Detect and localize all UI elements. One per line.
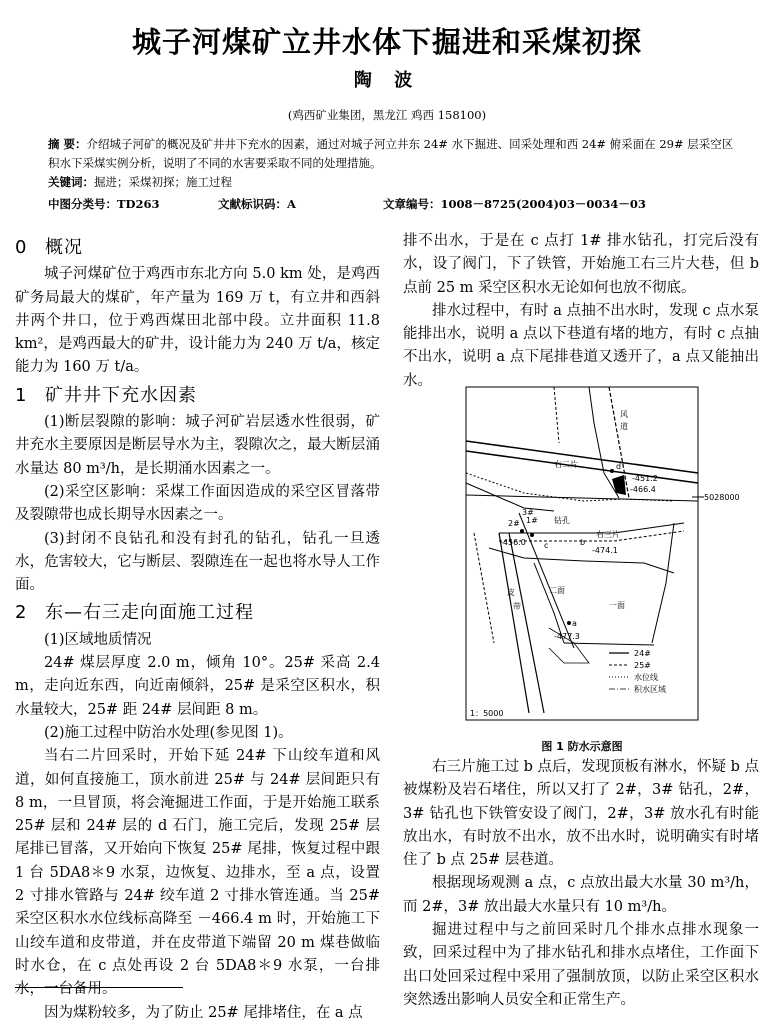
label-elevation-3: -474.1 <box>592 546 618 555</box>
label-you-san-pian: 右三片 <box>596 530 620 539</box>
right-paragraph-4: 根据现场观测 a 点，c 点放出最大水量 30 m³/h，而 2#，3# 放出最大水量只有 10 m³/h。 <box>403 875 759 915</box>
legend-item-water-line: 水位线 <box>634 673 658 682</box>
keywords-text: 掘进；采煤初探；施工过程 <box>94 175 232 189</box>
legend-item-24: 24# <box>634 649 651 658</box>
label-elevation-5: -477.3 <box>554 632 580 641</box>
drainage-diagram <box>404 383 760 728</box>
coordinate-label: 5028000 <box>704 493 740 502</box>
figure-caption: 图 1 防水示意图 <box>541 740 623 753</box>
right-column-top <box>403 230 759 393</box>
section-0-heading: 0 概况 <box>15 237 83 258</box>
label-er-mian: 二面 <box>549 586 565 595</box>
right-column-bottom <box>403 756 759 1012</box>
author: 陶 波 <box>353 70 421 91</box>
article-number: 文章编号：1008－8725(2004)03－0034－03 <box>383 197 646 211</box>
legend-item-25: 25# <box>634 661 651 670</box>
section-2-paragraph-4: 当右二片回采时，开始下延 24# 下山绞车道和风道，如何直接施工，顶水前进 25# 与 24# 层间距只有 8 m，一旦冒顶，将会淹掘进工作面，于是开始施工联系 25# 层和 24# 层的 d 石门，施工完后，发现 25# 层尾排已冒落，又开始向下恢复 25# 尾排，恢复过程中跟 1 台 5DA8＊9 水泵，边恢复、边排水，至 a 点，设置 2 寸排水管路与 24# 绞车道 2 寸排水管连通。当 25# 采空区积水水位线标高降至 －466.4 m 时，开始施工下山绞车道和皮带道，并在皮带道下端留 20 m 煤巷做临时水仓，在 c 点处再设 2 台 5DA8＊9 水泵，一台排水，一台备用。 <box>15 748 380 998</box>
section-1-heading: 1 矿井井下充水因素 <box>15 384 197 406</box>
footnote-rule <box>15 987 183 988</box>
label-you-er-pian: 右二片 <box>554 460 578 469</box>
label-hole-2: 2# <box>508 519 520 528</box>
left-column <box>15 232 380 1025</box>
right-paragraph-2: 排水过程中，有时 a 点抽不出水时，发现 c 点水泵能排出水，说明 a 点以下巷道有堵的地方，有时 c 点抽不出水，说明 a 点下尾排巷道又透开了，a 点又能抽出水。 <box>403 302 759 389</box>
section-1-paragraph-2: (2)采空区影响：采煤工作面因造成的采空区冒落带及裂隙带也成长期导水因素之一。 <box>15 483 380 524</box>
label-hole: 钻孔 <box>554 516 570 525</box>
section-2-paragraph-2: 24# 煤层厚度 2.0 m，倾角 10°。25# 采高 2.4 m，走向近东西，向近南倾斜，25# 是采空区积水，积水量较大，25# 距 24# 层间距 8 m。 <box>15 655 380 718</box>
label-feng: 风 <box>620 410 628 419</box>
doc-code: 文献标识码：A <box>218 197 296 211</box>
legend-item-water-area: 积水区域 <box>634 685 666 694</box>
section-2-heading: 2 东—右三走向面施工过程 <box>15 602 254 624</box>
abstract-label: 摘 要： <box>48 137 87 151</box>
label-point-c: c <box>544 541 549 550</box>
label-pi: 皮 <box>507 588 515 597</box>
label-dao: 道 <box>620 422 628 431</box>
label-elevation-4: -456.0 <box>500 538 526 547</box>
label-yi-mian: 一面 <box>609 601 625 610</box>
right-paragraph-1: 排不出水，于是在 c 点打 1# 排水钻孔，打完后没有水，设了阀门，下了铁管，开始施工右三片大巷，但 b 点前 25 m 采空区积水无论如何也放不彻底。 <box>403 233 759 296</box>
label-hole-3: 3# <box>522 508 534 517</box>
section-2-paragraph-5: 因为煤粉较多，为了防止 25# 尾排堵住，在 a 点 <box>44 1004 363 1021</box>
section-2-paragraph-1: (1)区域地质情况 <box>44 631 152 648</box>
section-0-paragraph: 城子河煤矿位于鸡西市东北方向 5.0 km 处，是鸡西矿务局最大的煤矿，年产量为 169 万 t，有立井和西斜井两个井口，位于鸡西煤田北部中段。立井面积 11.8 km²，是鸡西最大的矿井，设计能力为 240 万 t/a，核定能力为 160 万 t/a。 <box>15 266 380 376</box>
keywords-label: 关键词： <box>48 175 94 189</box>
label-point-b: b <box>580 538 586 547</box>
label-hole-1: 1# <box>526 516 538 525</box>
label-point-d: d <box>616 462 622 471</box>
abstract-text: 介绍城子河矿的概况及矿井井下充水的因素，通过对城子河立井东 24# 水下掘进、回采处理和西 24# 俯采面在 29# 层采空区积水下采煤实例分析，说明了不同的水害要采取不同的处理措施。 <box>48 137 734 170</box>
section-1-paragraph-3: (3)封闭不良钻孔和没有封孔的钻孔，钻孔一旦透水，危害较大，它与断层、裂隙连在一起也将水导人工作面。 <box>15 530 380 594</box>
label-point-a: a <box>572 619 577 628</box>
affiliation: (鸡西矿业集团，黑龙江 鸡西 158100) <box>287 108 487 122</box>
legend <box>609 649 666 694</box>
label-elevation-1: -451.2 <box>632 474 658 483</box>
right-paragraph-3: 右三片施工过 b 点后，发现顶板有淋水，怀疑 b 点被煤粉及岩石堵住，所以又打了 2#，3# 钻孔，2#，3# 钻孔也下铁管安设了阀门，2#，3# 放水孔有时能放出水，有时放不出水，放不出水时，说明确实有时堵住了 b 点 25# 层巷道。 <box>403 759 759 869</box>
section-2-paragraph-3: (2)施工过程中防治水处理(参见图 1)。 <box>44 724 293 741</box>
article-title: 城子河煤矿立井水体下掘进和采煤初探 <box>131 25 642 59</box>
clc-number: 中图分类号：TD263 <box>48 197 160 211</box>
scale-label: 1：5000 <box>470 709 504 718</box>
section-1-paragraph-1: (1)断层裂隙的影响：城子河矿岩层透水性很弱，矿井充水主要原因是断层导水为主，裂隙次之，最大断层涌水量达 80 m³/h，是长期涌水因素之一。 <box>15 414 380 477</box>
right-paragraph-5: 掘进过程中与之前回采时几个排水点排水现象一致，回采过程中为了排水钻孔和排水点堵住，工作面下出口处回采过程中采用了强制放顶，以防止采空区积水突然透出影响人员安全和正常生产。 <box>403 922 759 1008</box>
abstract <box>48 135 738 192</box>
label-elevation-2: -466.4 <box>630 485 656 494</box>
label-dai: 带 <box>513 602 521 611</box>
